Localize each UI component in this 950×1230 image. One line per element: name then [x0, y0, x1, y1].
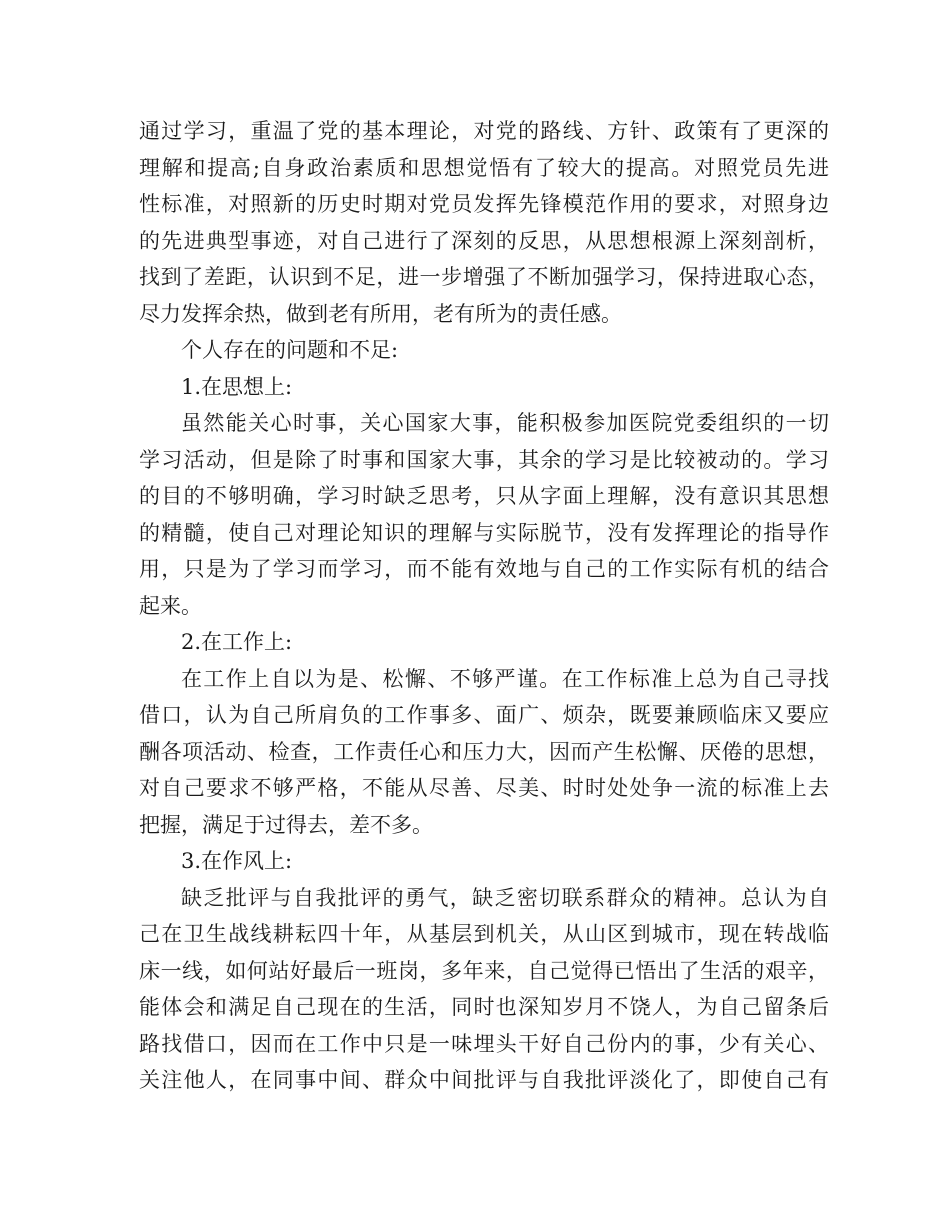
body-line: 学习活动，但是除了时事和国家大事，其余的学习是比较被动的。学习	[139, 447, 829, 472]
body-line: 能体会和满足自己现在的生活，同时也深知岁月不饶人，为自己留条后	[139, 995, 829, 1019]
subsection-heading: 2.在工作上:	[181, 630, 293, 654]
body-line: 己在卫生战线耕耘四十年，从基层到机关，从山区到城市，现在转战临	[139, 922, 829, 946]
body-line: 用，只是为了学习而学习，而不能有效地与自己的工作实际有机的结合	[139, 557, 829, 581]
body-line: 对自己要求不够严格，不能从尽善、尽美、时时处处争一流的标准上去	[139, 776, 829, 800]
body-line: 虽然能关心时事，关心国家大事，能积极参加医院党委组织的一切	[181, 411, 829, 435]
subsection-heading: 3.在作风上:	[181, 849, 293, 873]
body-line: 酬各项活动、检查，工作责任心和压力大，因而产生松懈、厌倦的思想，	[139, 739, 829, 764]
body-line: 路找借口，因而在工作中只是一味埋头干好自己份内的事，少有关心、	[139, 1031, 829, 1056]
body-line: 关注他人，在同事中间、群众中间批评与自我批评淡化了，即使自己有	[139, 1068, 829, 1092]
body-line: 找到了差距，认识到不足，进一步增强了不断加强学习，保持进取心态，	[139, 265, 829, 289]
body-line: 在工作上自以为是、松懈、不够严谨。在工作标准上总为自己寻找	[181, 666, 829, 691]
body-line: 通过学习，重温了党的基本理论，对党的路线、方针、政策有了更深的	[139, 119, 829, 143]
body-line: 的先进典型事迹，对自己进行了深刻的反思，从思想根源上深刻剖析，	[139, 228, 829, 253]
body-line: 尽力发挥余热，做到老有所用，老有所为的责任感。	[139, 301, 622, 326]
subsection-heading: 1.在思想上:	[181, 374, 293, 399]
body-line: 床一线，如何站好最后一班岗，多年来，自己觉得已悟出了生活的艰辛，	[139, 958, 829, 983]
body-line: 的精髓，使自己对理论知识的理解与实际脱节，没有发挥理论的指导作	[139, 520, 829, 545]
body-line: 性标准，对照新的历史时期对党员发挥先锋模范作用的要求，对照身边	[139, 192, 829, 216]
section-heading: 个人存在的问题和不足:	[181, 338, 399, 362]
body-line: 借口，认为自己所肩负的工作事多、面广、烦杂，既要兼顾临床又要应	[139, 703, 829, 727]
document-body	[139, 113, 829, 1099]
body-line: 缺乏批评与自我批评的勇气，缺乏密切联系群众的精神。总认为自	[181, 885, 829, 910]
body-line: 把握，满足于过得去，差不多。	[139, 812, 433, 837]
body-line: 的目的不够明确，学习时缺乏思考，只从字面上理解，没有意识其思想	[139, 484, 829, 508]
body-line: 理解和提高;自身政治素质和思想觉悟有了较大的提高。对照党员先进	[139, 155, 829, 180]
body-line: 起来。	[139, 593, 202, 618]
